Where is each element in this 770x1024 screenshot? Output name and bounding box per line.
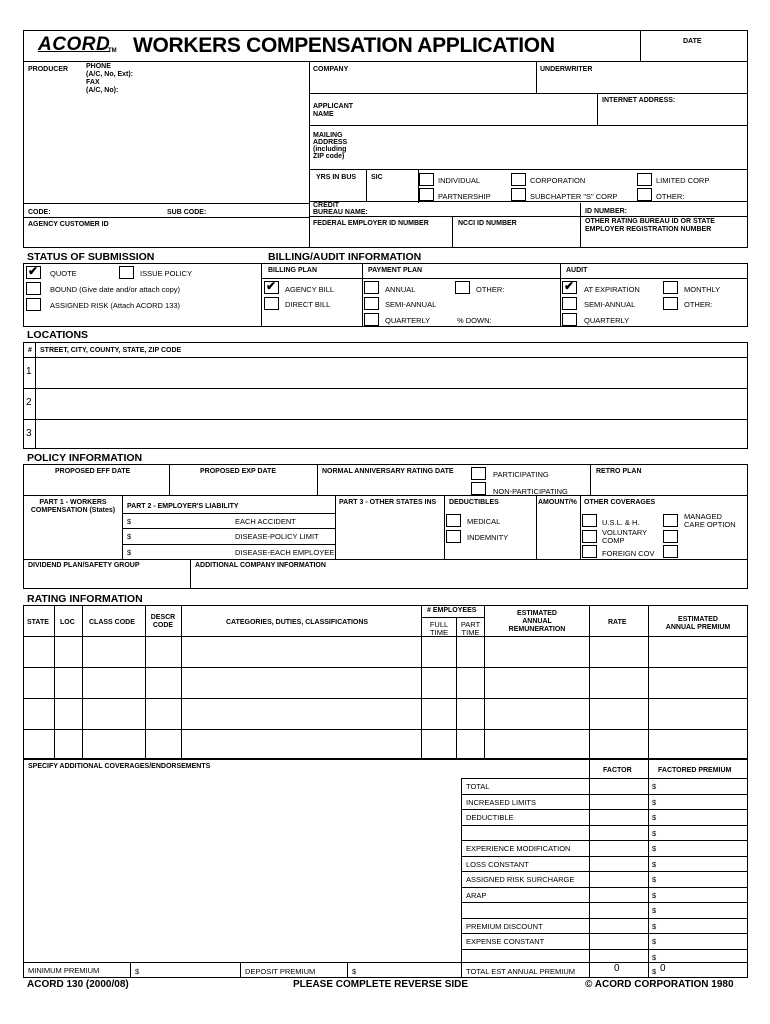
partnership-checkbox[interactable] (419, 188, 434, 201)
location-row-number: 1 (26, 366, 32, 377)
summary-row-label: TOTAL (466, 782, 490, 791)
rating-row[interactable] (24, 699, 747, 728)
sub-code-label: SUB CODE: (167, 209, 207, 216)
deductibles-label: DEDUCTIBLES (449, 499, 499, 506)
summary-factor-field[interactable] (590, 934, 647, 948)
total-est-dollar: $ (652, 967, 657, 976)
divider (190, 559, 191, 589)
audit-semi-annual-checkbox[interactable] (562, 297, 577, 310)
divider (23, 559, 748, 560)
divider (580, 495, 581, 559)
issue-policy-label: ISSUE POLICY (140, 269, 193, 278)
page-title: WORKERS COMPENSATION APPLICATION (133, 34, 555, 57)
specify-coverages-label: SPECIFY ADDITIONAL COVERAGES/ENDORSEMENTS (28, 763, 211, 770)
location-field[interactable] (37, 358, 746, 387)
divider (309, 169, 748, 170)
summary-factor-field[interactable] (590, 810, 647, 824)
payment-plan-label: PAYMENT PLAN (368, 267, 423, 274)
rating-row[interactable] (24, 637, 747, 666)
bound-label: BOUND (Give date and/or attach copy) (50, 285, 181, 294)
divider (23, 962, 461, 963)
monthly-label: MONTHLY (684, 285, 721, 294)
uslh-checkbox[interactable] (582, 514, 597, 527)
summary-factor-field[interactable] (590, 841, 647, 855)
locations-section-title: LOCATIONS (27, 329, 89, 341)
summary-row-dollar: $ (652, 798, 657, 807)
each-accident-dollar: $ (127, 517, 132, 526)
summary-row-dollar: $ (652, 860, 657, 869)
summary-row-dollar: $ (652, 844, 657, 853)
summary-row-dollar: $ (652, 906, 657, 915)
part-time-header: PART TIME (460, 620, 481, 637)
divider (648, 759, 649, 978)
deposit-premium-label: DEPOSIT PREMIUM (245, 967, 316, 976)
ncci-label: NCCI ID NUMBER (458, 220, 517, 227)
other-coverage-checkbox[interactable] (663, 530, 678, 543)
audit-other-label: OTHER: (684, 300, 713, 309)
other-entity-label: OTHER: (656, 192, 685, 201)
non-participating-checkbox[interactable] (471, 482, 486, 495)
total-factor-value[interactable]: 0 (614, 963, 620, 974)
bound-checkbox[interactable] (26, 282, 41, 295)
credit-bureau-label: CREDIT BUREAU NAME: (313, 202, 368, 216)
retro-plan-label: RETRO PLAN (596, 468, 642, 475)
divider (536, 61, 537, 93)
rating-row[interactable] (24, 730, 747, 758)
descr-code-header: DESCR CODE (150, 614, 176, 629)
summary-row-label: EXPERIENCE MODIFICATION (466, 844, 571, 853)
full-time-header: FULL TIME (429, 620, 449, 637)
summary-row-dollar: $ (652, 891, 657, 900)
divider (23, 61, 748, 62)
individual-label: INDIVIDUAL (438, 176, 481, 185)
participating-label: PARTICIPATING (493, 470, 549, 479)
summary-row-dollar: $ (652, 813, 657, 822)
uslh-label: U.S.L. & H. (602, 518, 640, 527)
divider (169, 464, 170, 495)
part2-label: PART 2 - EMPLOYER'S LIABILITY (127, 503, 239, 510)
specify-coverages-field[interactable] (24, 773, 460, 961)
factor-header: FACTOR (603, 767, 632, 774)
factored-premium-header: FACTORED PREMIUM (658, 767, 732, 774)
agency-bill-label: AGENCY BILL (285, 285, 335, 294)
anniversary-label: NORMAL ANNIVERSARY RATING DATE (322, 468, 454, 475)
payment-other-label: OTHER: (476, 285, 505, 294)
summary-row-label: PREMIUM DISCOUNT (466, 922, 543, 931)
limited-corp-checkbox[interactable] (637, 173, 652, 186)
divider (362, 263, 363, 327)
disease-employee-dollar: $ (127, 548, 132, 557)
location-field[interactable] (37, 420, 746, 448)
divider (23, 217, 309, 218)
summary-factor-field[interactable] (590, 919, 647, 933)
divider (240, 962, 241, 978)
mailing-address-field[interactable] (352, 127, 746, 167)
fein-label: FEDERAL EMPLOYER ID NUMBER (313, 220, 429, 227)
producer-field[interactable] (24, 96, 308, 201)
code-label: CODE: (28, 209, 51, 216)
summary-row-label: INCREASED LIMITS (466, 798, 537, 807)
assigned-risk-label: ASSIGNED RISK (Attach ACORD 133) (50, 301, 181, 310)
fax-label: FAX (A/C, No): (86, 79, 119, 94)
additional-company-label: ADDITIONAL COMPANY INFORMATION (195, 562, 326, 569)
location-row-number: 2 (26, 397, 32, 408)
summary-factor-field[interactable] (590, 888, 647, 902)
disease-policy-label: DISEASE-POLICY LIMIT (235, 532, 319, 541)
divider (335, 495, 336, 559)
direct-bill-checkbox[interactable] (264, 297, 279, 310)
divider (444, 495, 445, 559)
quarterly-checkbox[interactable] (364, 313, 379, 326)
subchapter-s-checkbox[interactable] (511, 188, 526, 201)
divider (261, 278, 748, 279)
audit-quarterly-label: QUARTERLY (584, 316, 630, 325)
limited-corp-label: LIMITED CORP (656, 176, 710, 185)
divider (122, 495, 123, 559)
divider (452, 216, 453, 248)
summary-factor-field[interactable] (590, 795, 647, 809)
part3-label: PART 3 - OTHER STATES INS (339, 499, 437, 506)
acord-logo: ACORD (38, 34, 111, 55)
billing-section-title: BILLING/AUDIT INFORMATION (268, 251, 422, 263)
foreign-cov-checkbox[interactable] (582, 545, 597, 558)
id-number-label: ID NUMBER: (585, 208, 627, 215)
payment-other-checkbox[interactable] (455, 281, 470, 294)
loc-header: LOC (60, 619, 75, 626)
foreign-cov-label: FOREIGN COV (602, 549, 655, 558)
producer-label: PRODUCER (28, 66, 69, 73)
semi-annual-label: SEMI-ANNUAL (385, 300, 437, 309)
divider (261, 263, 262, 327)
monthly-checkbox[interactable] (663, 281, 678, 294)
assigned-risk-checkbox[interactable] (26, 298, 41, 311)
indemnity-checkbox[interactable] (446, 530, 461, 543)
street-label: STREET, CITY, COUNTY, STATE, ZIP CODE (40, 347, 182, 354)
summary-row-dollar: $ (652, 922, 657, 931)
audit-other-checkbox[interactable] (663, 297, 678, 310)
audit-quarterly-checkbox[interactable] (562, 313, 577, 326)
each-accident-label: EACH ACCIDENT (235, 517, 296, 526)
divider (309, 61, 310, 248)
divider (122, 513, 335, 514)
other-entity-checkbox[interactable] (637, 188, 652, 201)
summary-row-dollar: $ (652, 875, 657, 884)
location-field[interactable] (37, 389, 746, 418)
at-expiration-label: AT EXPIRATION (584, 285, 640, 294)
copyright: © ACORD CORPORATION 1980 (585, 979, 734, 990)
summary-factor-field[interactable] (590, 903, 647, 917)
other-coverage-checkbox[interactable] (663, 545, 678, 558)
voluntary-comp-checkbox[interactable] (582, 530, 597, 543)
direct-bill-label: DIRECT BILL (285, 300, 331, 309)
total-est-label: TOTAL EST ANNUAL PREMIUM (466, 967, 576, 976)
summary-row-dollar: $ (652, 829, 657, 838)
deposit-premium-dollar: $ (352, 967, 357, 976)
part1-label: PART 1 - WORKERS COMPENSATION (States) (30, 499, 116, 514)
partnership-label: PARTNERSHIP (438, 192, 491, 201)
at-expiration-check-mark: ✔ (564, 279, 575, 293)
underwriter-label: UNDERWRITER (540, 66, 593, 73)
quarterly-label: QUARTERLY (385, 316, 431, 325)
medical-label: MEDICAL (467, 517, 501, 526)
rating-row[interactable] (24, 668, 747, 697)
summary-row-label: ARAP (466, 891, 487, 900)
divider (23, 203, 309, 204)
divider (347, 962, 348, 978)
other-rating-label: OTHER RATING BUREAU ID OR STATE EMPLOYER REGISTRATION NUMBER (585, 218, 715, 233)
summary-row-label: ASSIGNED RISK SURCHARGE (466, 875, 575, 884)
summary-row-dollar: $ (652, 953, 657, 962)
divider (309, 216, 748, 217)
disease-employee-label: DISEASE-EACH EMPLOYEE (235, 548, 335, 557)
divider (309, 125, 748, 126)
divider (461, 778, 462, 978)
summary-row-dollar: $ (652, 937, 657, 946)
annual-label: ANNUAL (385, 285, 416, 294)
reverse-side-note: PLEASE COMPLETE REVERSE SIDE (293, 979, 469, 990)
audit-label: AUDIT (566, 267, 588, 274)
divider (309, 93, 748, 94)
sic-label: SIC (371, 174, 383, 181)
total-est-value[interactable]: 0 (660, 963, 666, 974)
managed-care-label: MANAGED CARE OPTION (684, 512, 736, 529)
participating-checkbox[interactable] (471, 467, 486, 480)
categories-header: CATEGORIES, DUTIES, CLASSIFICATIONS (226, 619, 369, 626)
agency-customer-id-label: AGENCY CUSTOMER ID (28, 221, 109, 228)
summary-row-dollar: $ (652, 782, 657, 791)
divider (461, 962, 748, 963)
disease-policy-dollar: $ (127, 532, 132, 541)
divider (317, 464, 318, 495)
annual-checkbox[interactable] (364, 281, 379, 294)
class-code-header: CLASS CODE (89, 619, 135, 626)
num-employees-header: # EMPLOYEES (427, 607, 477, 614)
divider (597, 93, 598, 125)
medical-checkbox[interactable] (446, 514, 461, 527)
audit-semi-annual-label: SEMI-ANNUAL (584, 300, 636, 309)
semi-annual-checkbox[interactable] (364, 297, 379, 310)
divider (309, 201, 748, 202)
summary-factor-field[interactable] (590, 857, 647, 871)
exp-date-label: PROPOSED EXP DATE (200, 468, 276, 475)
summary-factor-field[interactable] (590, 779, 647, 793)
divider (421, 617, 484, 618)
billing-plan-label: BILLING PLAN (268, 267, 317, 274)
form-id: ACORD 130 (2000/08) (27, 979, 129, 990)
voluntary-comp-label: VOLUNTARY COMP (602, 528, 648, 545)
eff-date-label: PROPOSED EFF DATE (55, 468, 131, 475)
divider (35, 342, 36, 449)
dividend-plan-label: DIVIDEND PLAN/SAFETY GROUP (28, 562, 140, 569)
corporation-checkbox[interactable] (511, 173, 526, 186)
pct-down-label: % DOWN: (457, 316, 492, 325)
divider (23, 495, 748, 496)
locations-hash-label: # (28, 347, 32, 354)
quote-check-mark: ✔ (28, 264, 39, 278)
rate-header: RATE (608, 619, 627, 626)
policy-section-title: POLICY INFORMATION (27, 452, 143, 464)
summary-row-label: DEDUCTIBLE (466, 813, 514, 822)
phone-label: PHONE (A/C, No, Ext): (86, 63, 134, 78)
divider (122, 544, 335, 545)
amount-label: AMOUNT/% (538, 499, 577, 506)
status-section-title: STATUS OF SUBMISSION (27, 251, 155, 263)
date-field[interactable] (641, 46, 747, 60)
subchapter-s-label: SUBCHAPTER "S" CORP (530, 192, 618, 201)
minimum-premium-label: MINIMUM PREMIUM (28, 966, 100, 975)
divider (122, 528, 335, 529)
summary-row-label: LOSS CONSTANT (466, 860, 529, 869)
date-label: DATE (683, 38, 702, 45)
divider (590, 464, 591, 495)
mailing-address-label: MAILING ADDRESS (including ZIP code) (313, 132, 348, 160)
summary-row-label: EXPENSE CONSTANT (466, 937, 545, 946)
trademark: TM (108, 48, 117, 54)
rating-section-title: RATING INFORMATION (27, 593, 143, 605)
yrs-in-bus-label: YRS IN BUS (316, 174, 357, 181)
applicant-name-label: APPLICANT NAME (313, 103, 354, 118)
summary-factor-field[interactable] (590, 872, 647, 886)
est-premium-header: ESTIMATED ANNUAL PREMIUM (665, 616, 731, 631)
non-participating-label: NON-PARTICIPATING (493, 487, 568, 496)
divider (366, 169, 367, 201)
issue-policy-checkbox[interactable] (119, 266, 134, 279)
internet-address-label: INTERNET ADDRESS: (602, 97, 676, 104)
managed-care-checkbox[interactable] (663, 514, 678, 527)
divider (130, 962, 131, 978)
state-header: STATE (27, 619, 49, 626)
other-coverages-label: OTHER COVERAGES (584, 499, 656, 506)
divider (580, 203, 581, 248)
summary-factor-field[interactable] (590, 826, 647, 840)
indemnity-label: INDEMNITY (467, 533, 509, 542)
divider (560, 263, 561, 327)
est-remuneration-header: ESTIMATED ANNUAL REMUNERATION (508, 610, 566, 633)
corporation-label: CORPORATION (530, 176, 586, 185)
individual-checkbox[interactable] (419, 173, 434, 186)
divider (536, 495, 537, 559)
agency-bill-check-mark: ✔ (266, 279, 277, 293)
location-row-number: 3 (26, 428, 32, 439)
quote-label: QUOTE (50, 269, 77, 278)
company-label: COMPANY (313, 66, 349, 73)
minimum-premium-dollar: $ (135, 967, 140, 976)
